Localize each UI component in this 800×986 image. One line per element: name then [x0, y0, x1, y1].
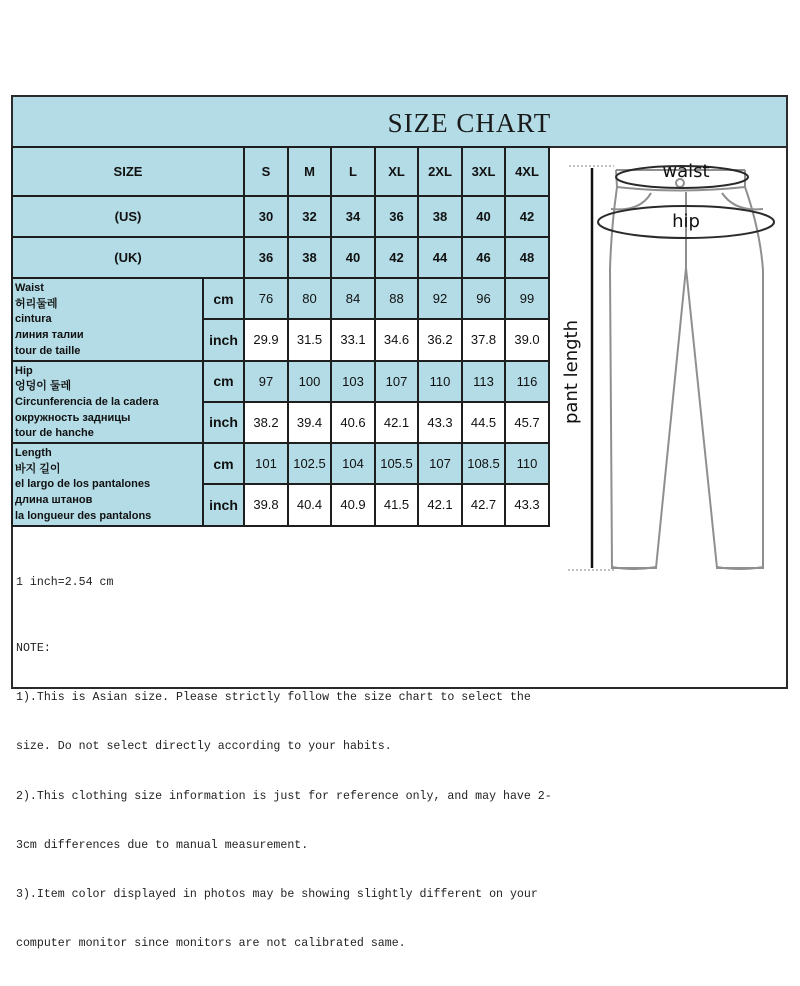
uk-value: 46	[462, 237, 505, 278]
hip-cm-value: 103	[331, 361, 375, 402]
hip-label-es: Circunferencia de la cadera	[15, 395, 159, 408]
hip-cm-value: 116	[505, 361, 549, 402]
size-header-label: SIZE	[12, 147, 244, 196]
uk-value: 48	[505, 237, 549, 278]
waist-inch-value: 39.0	[505, 319, 549, 360]
uk-value: 38	[288, 237, 331, 278]
uk-label: (UK)	[12, 237, 244, 278]
length-label-ru: длина штанов	[15, 494, 93, 507]
hip-inch-value: 43.3	[418, 402, 462, 443]
waist-cm-value: 80	[288, 278, 331, 319]
hip-label-ko: 엉덩이 둘레	[15, 380, 72, 393]
us-value: 42	[505, 196, 549, 237]
length-cm-value: 110	[505, 443, 549, 484]
note-line: 2).This clothing size information is just for reference only, and may have 2-	[16, 789, 552, 803]
us-value: 30	[244, 196, 288, 237]
hip-label: hip	[672, 211, 700, 232]
unit-inch: inch	[203, 319, 244, 360]
size-4xl: 4XL	[505, 147, 549, 196]
length-cm-value: 104	[331, 443, 375, 484]
hip-label-en: Hip	[15, 364, 33, 377]
us-value: 34	[331, 196, 375, 237]
unit-conversion: 1 inch=2.54 cm	[16, 575, 114, 589]
note-line: 3cm differences due to manual measurement.	[16, 838, 309, 852]
length-label-es: el largo de los pantalones	[15, 478, 151, 491]
length-cm-value: 105.5	[375, 443, 418, 484]
length-cm-value: 102.5	[288, 443, 331, 484]
length-inch-value: 39.8	[244, 484, 288, 525]
uk-value: 40	[331, 237, 375, 278]
hip-cm-value: 100	[288, 361, 331, 402]
waist-cm-value: 84	[331, 278, 375, 319]
length-inch-value: 41.5	[375, 484, 418, 525]
unit-inch: inch	[203, 484, 244, 525]
note-line: 1).This is Asian size. Please strictly follow the size chart to select the	[16, 691, 531, 705]
hip-label-fr: tour de hanche	[15, 427, 94, 440]
size-xl: XL	[375, 147, 418, 196]
note-line: size. Do not select directly according to your habits.	[16, 740, 392, 754]
hip-cm-value: 110	[418, 361, 462, 402]
length-cm-value: 101	[244, 443, 288, 484]
hip-inch-value: 39.4	[288, 402, 331, 443]
length-label-ko: 바지 길이	[15, 462, 61, 475]
hip-inch-value: 40.6	[331, 402, 375, 443]
length-cm-value: 107	[418, 443, 462, 484]
hip-inch-value: 44.5	[462, 402, 505, 443]
length-inch-value: 40.9	[331, 484, 375, 525]
unit-cm: cm	[203, 361, 244, 402]
us-value: 38	[418, 196, 462, 237]
hip-cm-value: 97	[244, 361, 288, 402]
waist-inch-value: 31.5	[288, 319, 331, 360]
us-value: 32	[288, 196, 331, 237]
length-label-fr: la longueur des pantalons	[15, 509, 152, 522]
length-inch-value: 42.1	[418, 484, 462, 525]
waist-label: waist	[662, 161, 710, 182]
size-l: L	[331, 147, 375, 196]
waist-label-en: Waist	[15, 282, 44, 294]
hip-label-ru: окружность задницы	[15, 411, 131, 424]
note-line: 3).Item color displayed in photos may be showing slightly different on your	[16, 888, 538, 902]
waist-cm-value: 96	[462, 278, 505, 319]
hip-inch-value: 38.2	[244, 402, 288, 443]
waist-cm-value: 99	[505, 278, 549, 319]
waist-label-ru: линия талии	[15, 329, 84, 342]
waist-label-fr: tour de taille	[15, 344, 81, 357]
unit-cm: cm	[203, 278, 244, 319]
page-title: SIZE CHART	[387, 108, 552, 138]
waist-inch-value: 34.6	[375, 319, 418, 360]
hip-cm-value: 113	[462, 361, 505, 402]
size-2xl: 2XL	[418, 147, 462, 196]
waist-inch-value: 37.8	[462, 319, 505, 360]
waist-label-es: cintura	[15, 313, 52, 326]
length-inch-value: 42.7	[462, 484, 505, 525]
uk-value: 42	[375, 237, 418, 278]
waist-cm-value: 76	[244, 278, 288, 319]
uk-value: 44	[418, 237, 462, 278]
unit-inch: inch	[203, 402, 244, 443]
waist-inch-value: 29.9	[244, 319, 288, 360]
notes-heading: NOTE:	[16, 642, 51, 656]
hip-inch-value: 45.7	[505, 402, 549, 443]
unit-cm: cm	[203, 443, 244, 484]
waist-inch-value: 36.2	[418, 319, 462, 360]
length-inch-value: 43.3	[505, 484, 549, 525]
size-3xl: 3XL	[462, 147, 505, 196]
us-value: 40	[462, 196, 505, 237]
uk-value: 36	[244, 237, 288, 278]
hip-cm-value: 107	[375, 361, 418, 402]
waist-label-ko: 허리둘레	[15, 297, 58, 310]
length-inch-value: 40.4	[288, 484, 331, 525]
note-line: computer monitor since monitors are not calibrated same.	[16, 937, 406, 951]
waist-cm-value: 92	[418, 278, 462, 319]
hip-inch-value: 42.1	[375, 402, 418, 443]
waist-cm-value: 88	[375, 278, 418, 319]
size-m: M	[288, 147, 331, 196]
length-cm-value: 108.5	[462, 443, 505, 484]
pant-length-label: pant length	[561, 319, 582, 425]
us-label: (US)	[12, 196, 244, 237]
size-s: S	[244, 147, 288, 196]
us-value: 36	[375, 196, 418, 237]
waist-inch-value: 33.1	[331, 319, 375, 360]
length-label-en: Length	[15, 447, 52, 460]
